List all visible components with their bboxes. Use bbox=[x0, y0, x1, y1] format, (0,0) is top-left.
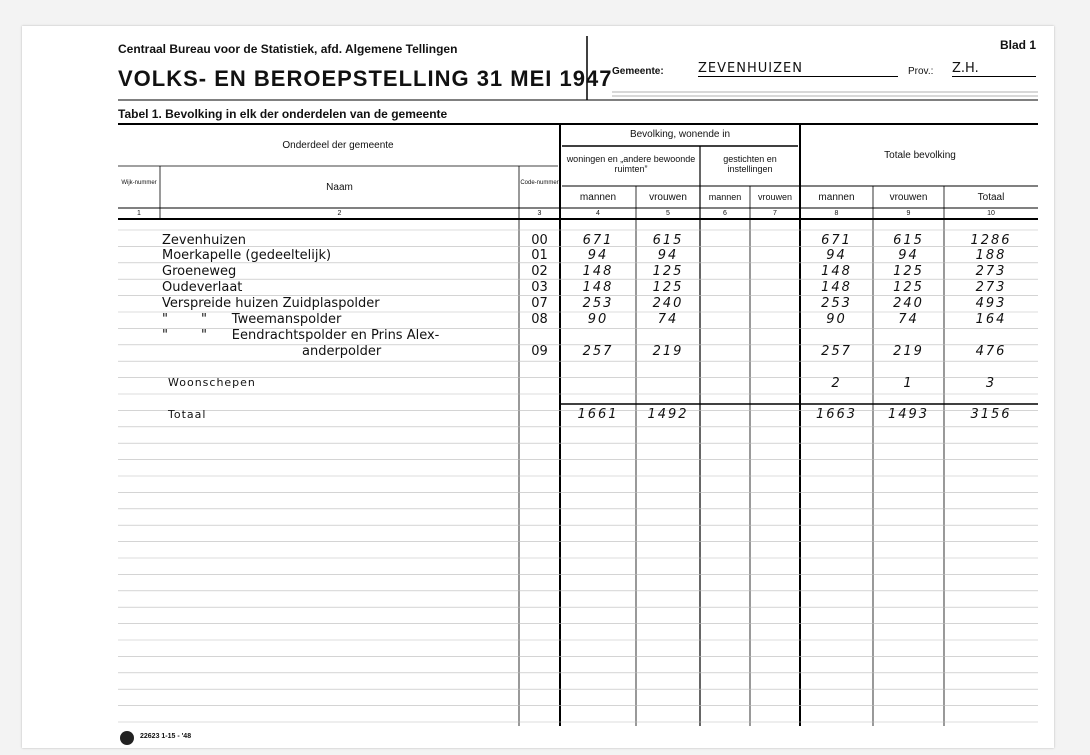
col-totaal: Totaal bbox=[977, 192, 1005, 203]
totaal-mannen-8: 1663 bbox=[815, 407, 858, 422]
column-number: 9 bbox=[906, 210, 911, 217]
woonschepen-totaal: 3 bbox=[985, 376, 997, 391]
row-vrouwen-5: 219 bbox=[652, 344, 684, 359]
row-mannen-4: 148 bbox=[582, 280, 614, 295]
row-vrouwen-9: 74 bbox=[898, 312, 919, 327]
row-totaal: 188 bbox=[975, 248, 1007, 263]
totaal-vrouwen-9: 1493 bbox=[887, 407, 930, 422]
row-code: 03 bbox=[531, 280, 548, 295]
row-totaal: 493 bbox=[975, 296, 1007, 311]
row-vrouwen-9: 125 bbox=[893, 264, 924, 279]
column-number: 10 bbox=[987, 210, 995, 217]
col-code: Code-nummer bbox=[520, 180, 559, 186]
row-mannen-4: 148 bbox=[582, 264, 614, 279]
col-vrouwen-5: vrouwen bbox=[649, 192, 687, 203]
table-title: Tabel 1. Bevolking in elk der onderdelen van de gemeente bbox=[118, 107, 448, 121]
totaal-mannen-4: 1661 bbox=[577, 407, 619, 422]
column-number: 5 bbox=[666, 210, 670, 217]
row-mannen-4: 94 bbox=[587, 248, 609, 263]
totaal-vrouwen-5: 1492 bbox=[647, 407, 689, 422]
row-vrouwen-9: 219 bbox=[893, 344, 924, 359]
row-code: 07 bbox=[531, 296, 548, 311]
row-name: anderpolder bbox=[302, 344, 382, 359]
row-mannen-8: 90 bbox=[826, 312, 847, 327]
column-number: 3 bbox=[537, 210, 542, 217]
row-totaal: 273 bbox=[975, 264, 1007, 279]
row-mannen-8: 671 bbox=[821, 233, 852, 248]
row-vrouwen-5: 74 bbox=[657, 312, 679, 327]
gemeente-label: Gemeente: bbox=[612, 66, 664, 77]
row-code: 08 bbox=[531, 312, 548, 327]
row-mannen-4: 253 bbox=[582, 296, 614, 311]
row-mannen-4: 671 bbox=[582, 233, 614, 248]
census-form-sheet bbox=[22, 26, 1054, 748]
prov-value: Z.H. bbox=[952, 61, 1036, 77]
row-vrouwen-5: 240 bbox=[652, 296, 684, 311]
row-mannen-8: 253 bbox=[821, 296, 852, 311]
col-mannen-4: mannen bbox=[579, 192, 617, 203]
col-woningen: woningen en „andere bewoonde ruimten” bbox=[566, 154, 696, 174]
col-wijk: Wijk-nummer bbox=[121, 180, 157, 186]
column-number: 4 bbox=[596, 210, 600, 217]
row-name: " " Eendrachtspolder en Prins Alex- bbox=[162, 328, 440, 343]
row-vrouwen-9: 94 bbox=[898, 248, 919, 263]
row-totaal: 1286 bbox=[970, 233, 1012, 248]
sheet-number: Blad 1 bbox=[1000, 38, 1037, 52]
row-vrouwen-5: 94 bbox=[657, 248, 679, 263]
row-vrouwen-5: 125 bbox=[652, 264, 684, 279]
row-totaal: 273 bbox=[975, 280, 1007, 295]
printer-logo-icon bbox=[120, 731, 134, 745]
row-mannen-4: 257 bbox=[582, 344, 614, 359]
col-totale: Totale bevolking bbox=[884, 150, 956, 161]
row-name: Zevenhuizen bbox=[162, 233, 246, 248]
row-mannen-8: 94 bbox=[826, 248, 847, 263]
row-totaal: 164 bbox=[975, 312, 1007, 327]
column-number: 7 bbox=[773, 210, 777, 217]
col-vrouwen-9: vrouwen bbox=[889, 192, 928, 203]
col-gestichten: gestichten en instellingen bbox=[723, 154, 777, 174]
row-vrouwen-5: 615 bbox=[652, 233, 684, 248]
col-bevolking-wonende: Bevolking, wonende in bbox=[629, 129, 731, 140]
col-naam: Naam bbox=[326, 182, 353, 193]
row-mannen-8: 148 bbox=[821, 280, 852, 295]
totaal-totaal: 3156 bbox=[970, 407, 1012, 422]
col-onderdeel: Onderdeel der gemeente bbox=[282, 140, 394, 151]
col-mannen-6: mannen bbox=[708, 192, 742, 202]
row-name: Oudeverlaat bbox=[162, 280, 243, 295]
woonschepen-vrouwen: 1 bbox=[903, 376, 914, 391]
row-vrouwen-9: 615 bbox=[893, 233, 924, 248]
row-name: Verspreide huizen Zuidplaspolder bbox=[162, 296, 380, 311]
woonschepen-label: Woonschepen bbox=[168, 376, 256, 389]
row-code: 09 bbox=[531, 344, 548, 359]
bureau-name: Centraal Bureau voor de Statistiek, afd. Algemene Tellingen bbox=[118, 42, 458, 56]
row-mannen-8: 257 bbox=[821, 344, 852, 359]
form-title: VOLKS- EN BEROEPSTELLING 31 MEI 1947 bbox=[118, 66, 613, 91]
prov-label: Prov.: bbox=[908, 66, 934, 77]
column-number: 2 bbox=[337, 210, 342, 217]
footer-code: 22623 1-15 - '48 bbox=[140, 733, 192, 740]
col-mannen-8: mannen bbox=[818, 192, 855, 203]
gemeente-value: ZEVENHUIZEN bbox=[698, 61, 898, 77]
row-mannen-8: 148 bbox=[821, 264, 852, 279]
totaal-label: Totaal bbox=[168, 408, 207, 421]
column-number: 8 bbox=[834, 210, 839, 217]
row-name: Moerkapelle (gedeeltelijk) bbox=[162, 248, 332, 263]
row-name: Groeneweg bbox=[162, 264, 237, 279]
column-number: 1 bbox=[137, 210, 141, 217]
woonschepen-mannen: 2 bbox=[831, 376, 842, 391]
row-code: 00 bbox=[531, 233, 548, 248]
row-vrouwen-5: 125 bbox=[652, 280, 684, 295]
row-name: " " Tweemanspolder bbox=[162, 312, 342, 327]
column-number: 6 bbox=[723, 210, 727, 217]
row-mannen-4: 90 bbox=[587, 312, 609, 327]
row-vrouwen-9: 125 bbox=[893, 280, 924, 295]
row-code: 01 bbox=[531, 248, 548, 263]
row-code: 02 bbox=[531, 264, 548, 279]
col-vrouwen-7: vrouwen bbox=[757, 192, 793, 202]
row-totaal: 476 bbox=[975, 344, 1007, 359]
row-vrouwen-9: 240 bbox=[893, 296, 924, 311]
